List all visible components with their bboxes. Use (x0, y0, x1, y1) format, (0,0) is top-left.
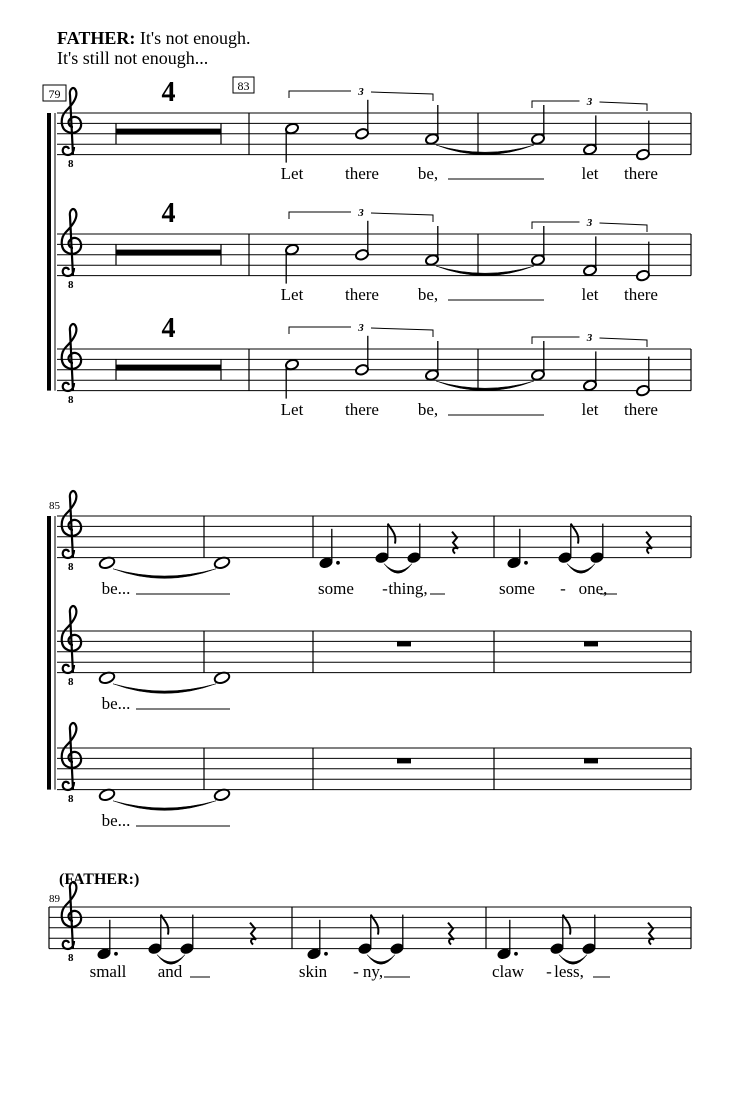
lyric-syllable: be, (417, 164, 439, 183)
lyric-syllable: Let (280, 285, 304, 304)
note-head (582, 942, 597, 955)
multi-rest-count: 4 (161, 77, 176, 108)
lyric-syllable: there (624, 164, 658, 183)
tuplet-number: 3 (358, 207, 364, 219)
lyric-syllable: claw (491, 962, 525, 981)
clef-octave-label: 8 (68, 793, 74, 805)
multi-rest-count: 4 (161, 198, 176, 229)
lyric-syllable: there (345, 285, 379, 304)
note-head (407, 551, 422, 564)
note-head (558, 551, 573, 564)
note-head (636, 148, 651, 161)
clef-octave-label: 8 (68, 561, 74, 573)
whole-rest-icon (397, 758, 411, 763)
quarter-rest-icon (646, 532, 652, 554)
lyric-syllable: - (382, 579, 388, 598)
tie (113, 684, 216, 694)
lyric-syllable: Let (280, 400, 304, 419)
multi-measure-rest (116, 250, 221, 256)
note-head (531, 254, 546, 267)
tie (384, 564, 412, 574)
note-head (531, 369, 546, 382)
lyric-syllable: there (624, 400, 658, 419)
treble-clef-shape (62, 88, 81, 155)
lyric-syllable: some (499, 579, 535, 598)
direction-line-2: It's still not enough... (57, 48, 209, 68)
quarter-rest-icon (452, 532, 458, 554)
note-head (590, 551, 605, 564)
note-head (97, 948, 112, 961)
treble-clef-icon (62, 491, 81, 573)
lyric-syllable: let (581, 400, 599, 419)
whole-rest-icon (397, 641, 411, 646)
lyric-syllable: be... (101, 811, 131, 830)
note-head (531, 133, 546, 146)
lyric-syllable: be... (101, 694, 131, 713)
note-head (285, 358, 300, 371)
note-head (425, 133, 440, 146)
lyric-syllable: - (560, 579, 566, 598)
tuplet-number: 3 (586, 96, 593, 108)
treble-clef-shape (62, 606, 81, 673)
note-head (355, 364, 370, 377)
lyric-syllable: some (318, 579, 354, 598)
note-head (636, 384, 651, 397)
treble-clef-shape (62, 882, 81, 949)
note-head (583, 264, 598, 277)
system-bracket (47, 113, 51, 391)
measure-number-89: 89 (49, 893, 60, 905)
note-head (550, 942, 565, 955)
lyric-syllable: there (624, 285, 658, 304)
lyric-syllable: be... (101, 579, 131, 598)
treble-clef-icon (62, 723, 81, 805)
note-head (636, 269, 651, 282)
note-head (375, 551, 390, 564)
speaker-name: FATHER: (57, 28, 136, 48)
treble-clef-shape (62, 723, 81, 790)
tie (113, 569, 216, 579)
system3-direction: (FATHER:) (59, 871, 140, 888)
note-head (148, 942, 163, 955)
treble-clef-icon (62, 324, 81, 406)
lyric-syllable: and (157, 962, 183, 981)
clef-octave-label: 8 (68, 952, 74, 964)
augmentation-dot (524, 561, 528, 565)
lyric-syllable: let (581, 285, 599, 304)
whole-rest-icon (584, 758, 598, 763)
lyric-syllable: - (546, 962, 552, 981)
treble-clef-shape (62, 324, 81, 391)
tuplet-number: 3 (358, 322, 364, 334)
multi-rest-count: 4 (161, 313, 176, 344)
note-head (180, 942, 195, 955)
note-head (285, 122, 300, 135)
note-head (307, 948, 322, 961)
whole-rest-icon (584, 641, 598, 646)
note-head (390, 942, 405, 955)
lyric-syllable: one, (578, 579, 608, 598)
rehearsal-mark-83: 83 (237, 79, 250, 93)
multi-measure-rest (116, 365, 221, 371)
tie (567, 564, 595, 574)
lyric-syllable: skin (298, 962, 328, 981)
lyric-syllable: ny, (362, 962, 384, 981)
lyric-syllable: let (581, 164, 599, 183)
treble-clef-shape (62, 209, 81, 276)
note-head (425, 254, 440, 267)
tuplet-number: 3 (586, 217, 593, 229)
measure-number-85: 85 (49, 500, 60, 512)
note-head (285, 243, 300, 256)
multi-measure-rest (116, 129, 221, 135)
treble-clef-icon (62, 606, 81, 688)
lyric-syllable: thing, (388, 579, 428, 598)
lyric-syllable: there (345, 164, 379, 183)
tie (436, 381, 534, 391)
clef-octave-label: 8 (68, 279, 74, 291)
clef-octave-label: 8 (68, 394, 74, 406)
system-bracket (47, 516, 51, 790)
clef-octave-label: 8 (68, 158, 74, 170)
augmentation-dot (114, 952, 118, 956)
lyric-syllable: there (345, 400, 379, 419)
lyric-syllable: - (353, 962, 359, 981)
note-head (583, 143, 598, 156)
augmentation-dot (336, 561, 340, 565)
lyric-syllable: be, (417, 285, 439, 304)
treble-clef-icon (62, 209, 81, 291)
tie (436, 266, 534, 276)
treble-clef-icon (62, 88, 81, 170)
clef-octave-label: 8 (68, 676, 74, 688)
treble-clef-shape (62, 491, 81, 558)
rehearsal-mark-79: 79 (48, 87, 61, 101)
lyric-syllable: less, (554, 962, 584, 981)
note-head (319, 557, 334, 570)
quarter-rest-icon (648, 923, 654, 945)
quarter-rest-icon (448, 923, 454, 945)
augmentation-dot (324, 952, 328, 956)
quarter-rest-icon (250, 923, 256, 945)
note-head (358, 942, 373, 955)
direction-line-1: It's not enough. (139, 28, 251, 48)
tuplet-number: 3 (586, 332, 593, 344)
note-head (507, 557, 522, 570)
lyric-syllable: Let (280, 164, 304, 183)
lyric-syllable: be, (417, 400, 439, 419)
note-head (425, 369, 440, 382)
note-head (355, 128, 370, 141)
lyric-syllable: small (89, 962, 127, 981)
treble-clef-icon (62, 882, 81, 964)
tie (113, 801, 216, 811)
note-head (583, 379, 598, 392)
note-head (497, 948, 512, 961)
augmentation-dot (514, 952, 518, 956)
tie (436, 145, 534, 155)
tuplet-number: 3 (358, 86, 364, 98)
note-head (355, 249, 370, 262)
